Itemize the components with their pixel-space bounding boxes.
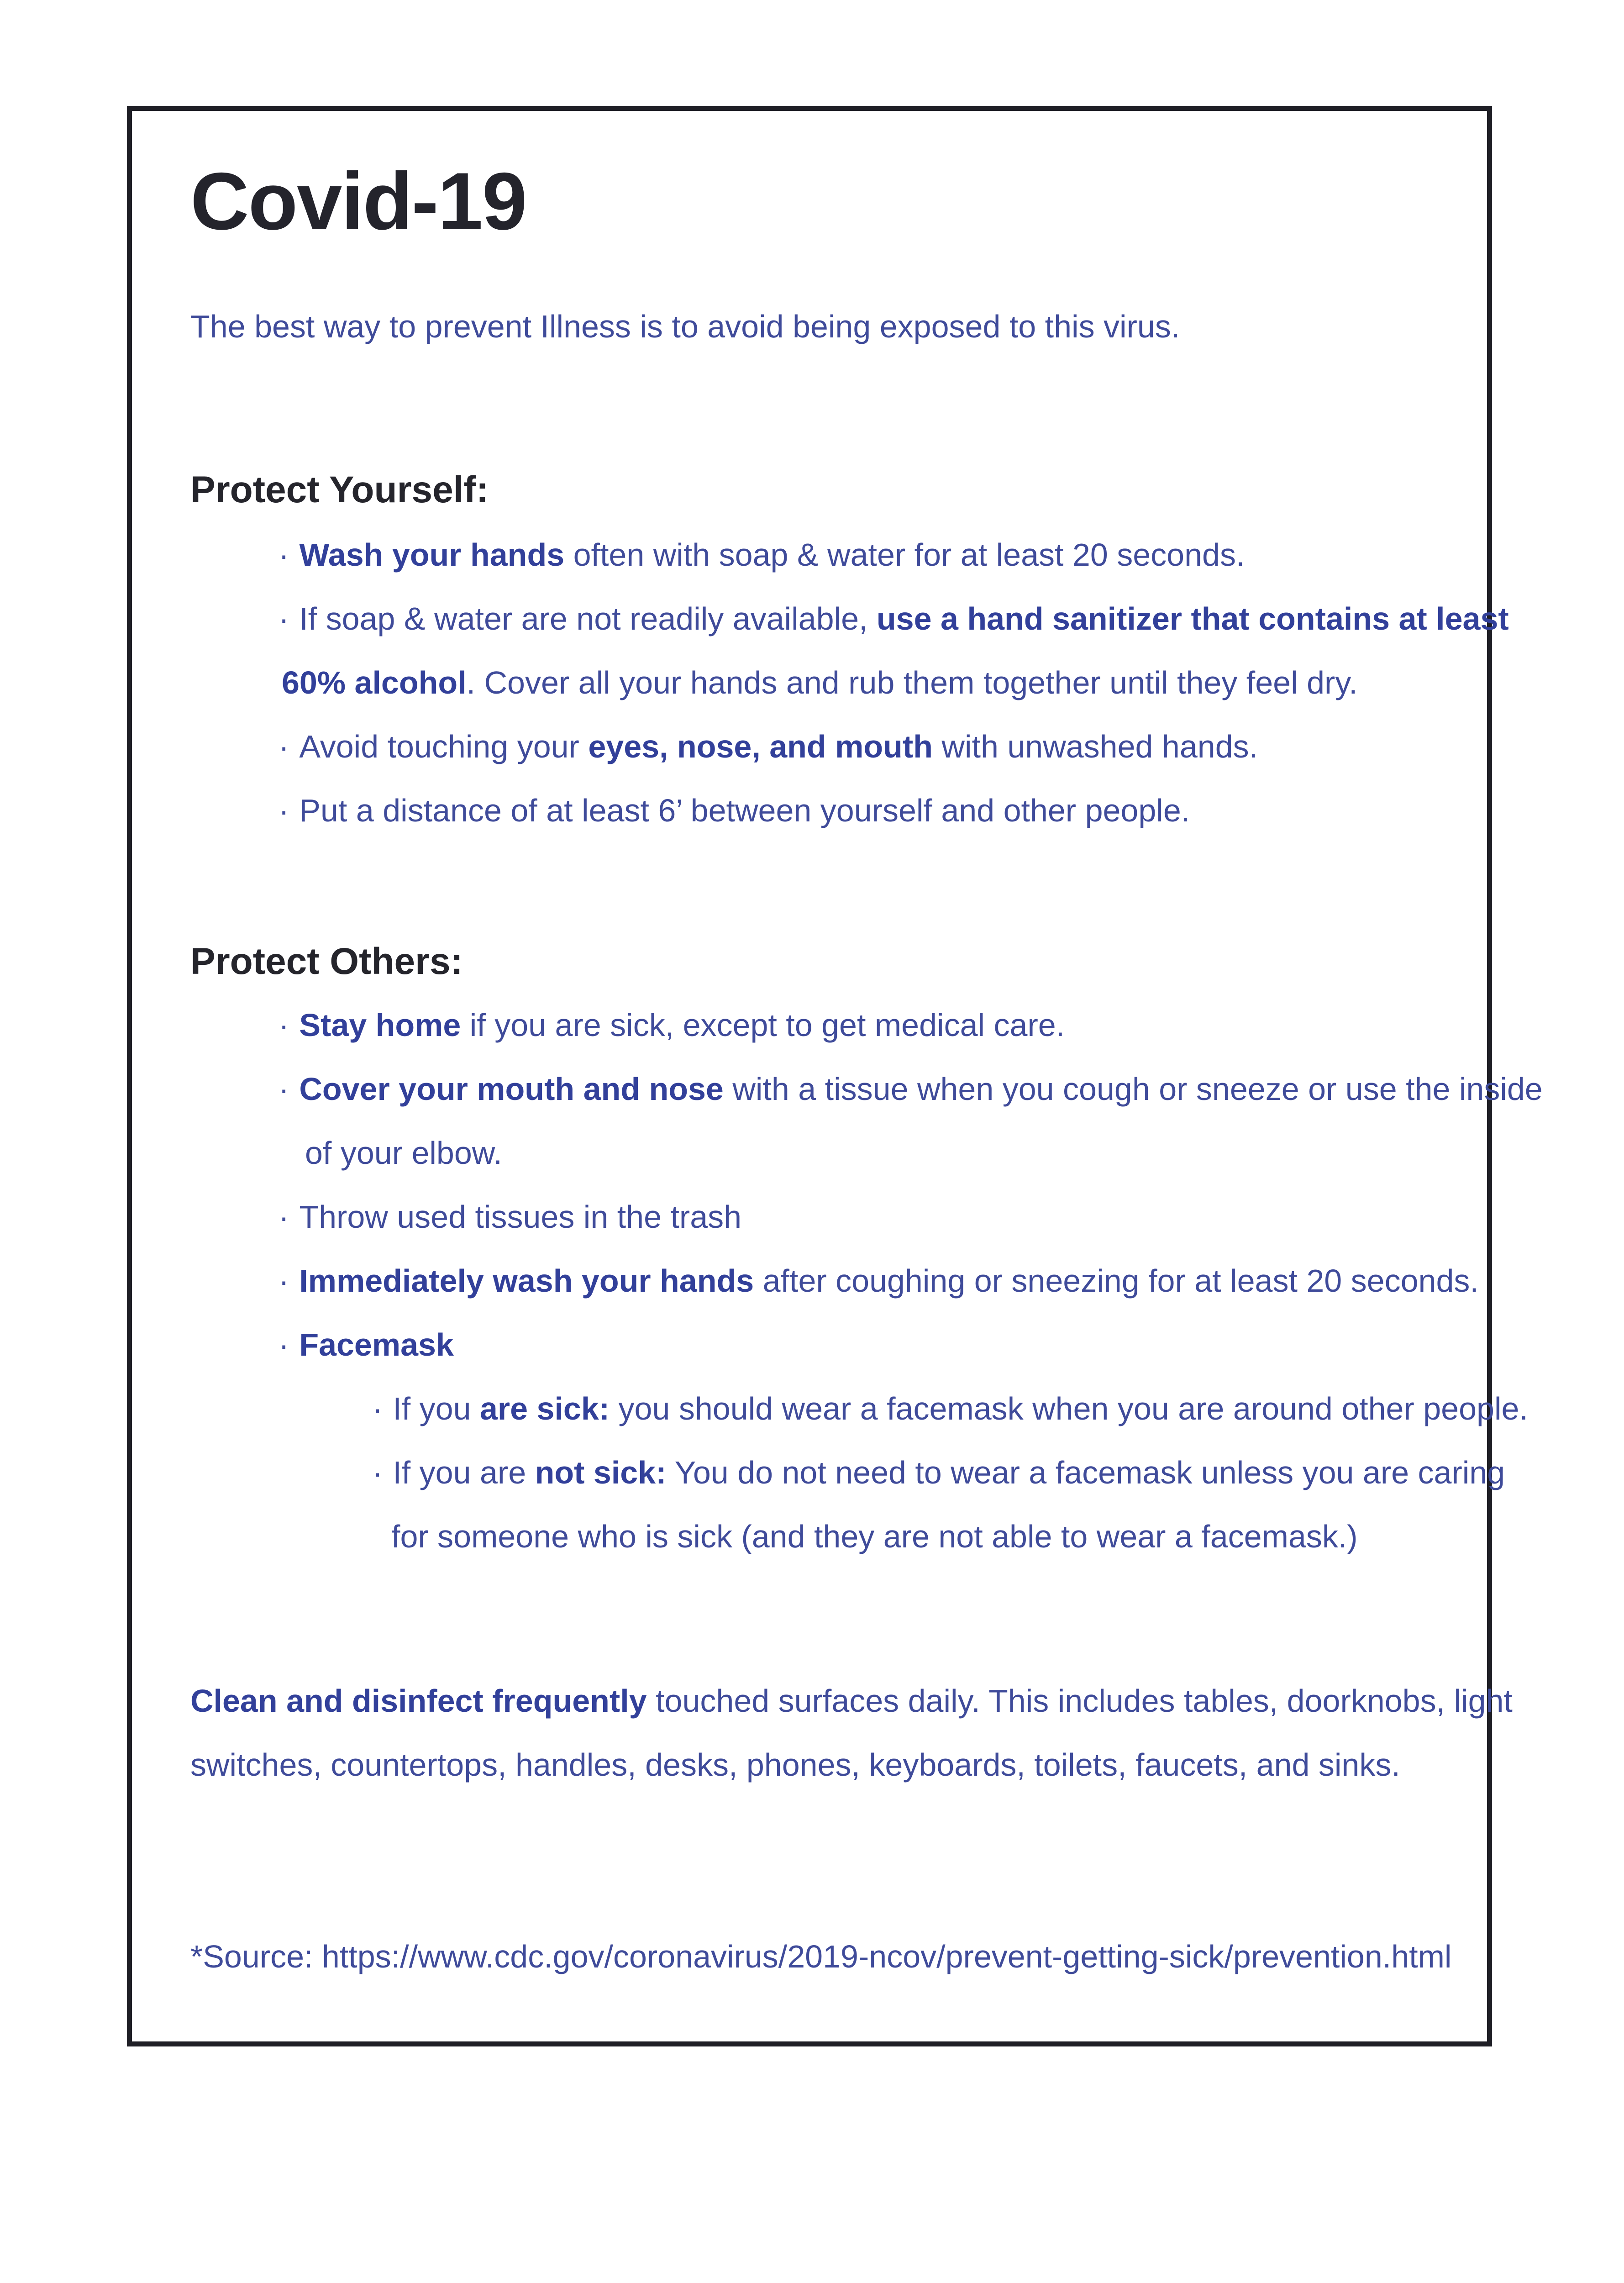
item-text: If you are (393, 1455, 535, 1490)
bullet-icon: · (279, 793, 289, 828)
item-text: you should wear a facemask when you are around other people. (610, 1391, 1528, 1426)
list-item-continuation: of your elbow. (305, 1135, 502, 1171)
emphasis-text: eyes, nose, and mouth (588, 729, 933, 764)
list-item (279, 603, 1509, 635)
sub-list-item-continuation: for someone who is sick (and they are not able to wear a facemask.) (391, 1519, 1358, 1554)
bullet-icon: · (279, 1007, 289, 1043)
item-text: You do not need to wear a facemask unless you are caring (666, 1455, 1505, 1490)
bullet-icon: · (279, 1071, 289, 1107)
clean-paragraph-line: switches, countertops, handles, desks, phones, keyboards, toilets, faucets, and sinks. (190, 1747, 1400, 1783)
bullet-icon: · (279, 1263, 289, 1299)
list-item (279, 1201, 741, 1233)
protect-yourself-heading: Protect Yourself: (190, 469, 489, 510)
bullet-icon: · (279, 601, 289, 637)
item-text: . Cover all your hands and rub them together until they feel dry. (466, 665, 1358, 700)
bullet-icon: · (279, 1199, 289, 1235)
sub-list-item (372, 1457, 1505, 1489)
bullet-icon: · (279, 1327, 289, 1362)
source-citation: *Source: https://www.cdc.gov/coronavirus/2019-ncov/prevent-getting-sick/prevention.html (190, 1939, 1452, 1974)
emphasis-text: use a hand sanitizer that contains at least (876, 601, 1509, 637)
emphasis-text: Facemask (299, 1327, 454, 1362)
list-item (279, 539, 1245, 571)
item-text: often with soap & water for at least 20 seconds. (564, 537, 1245, 573)
item-text: Put a distance of at least 6’ between yourself and other people. (299, 793, 1190, 828)
emphasis-text: Wash your hands (299, 537, 565, 573)
emphasis-text: 60% alcohol (282, 665, 467, 700)
bullet-icon: · (372, 1455, 383, 1490)
item-text: If soap & water are not readily available, (299, 601, 877, 637)
emphasis-text: Clean and disinfect frequently (190, 1683, 647, 1719)
protect-others-heading: Protect Others: (190, 941, 463, 982)
item-text: Avoid touching your (299, 729, 589, 764)
item-text: Throw used tissues in the trash (299, 1199, 742, 1235)
list-item (279, 1009, 1065, 1041)
item-text: after coughing or sneezing for at least 20 seconds. (754, 1263, 1479, 1299)
item-text: If you (393, 1391, 480, 1426)
emphasis-text: not sick: (535, 1455, 667, 1490)
list-item (279, 1073, 1543, 1105)
list-item (279, 1265, 1479, 1297)
list-item-continuation (282, 667, 1358, 699)
item-text: with a tissue when you cough or sneeze or use the inside (723, 1071, 1543, 1107)
emphasis-text: Stay home (299, 1007, 461, 1043)
emphasis-text: Cover your mouth and nose (299, 1071, 724, 1107)
bullet-icon: · (279, 729, 289, 764)
list-item (279, 794, 1190, 826)
list-item (279, 1329, 454, 1361)
item-text: touched surfaces daily. This includes tables, doorknobs, light (646, 1683, 1513, 1719)
list-item (279, 731, 1258, 763)
emphasis-text: are sick: (479, 1391, 610, 1426)
sub-list-item (372, 1393, 1528, 1425)
bullet-icon: · (372, 1391, 383, 1426)
clean-paragraph-line (190, 1685, 1513, 1717)
bullet-icon: · (279, 537, 289, 573)
emphasis-text: Immediately wash your hands (299, 1263, 754, 1299)
page-title: Covid-19 (190, 156, 526, 247)
item-text: if you are sick, except to get medical care. (461, 1007, 1065, 1043)
item-text: with unwashed hands. (932, 729, 1258, 764)
intro-text: The best way to prevent Illness is to avoid being exposed to this virus. (190, 309, 1180, 344)
